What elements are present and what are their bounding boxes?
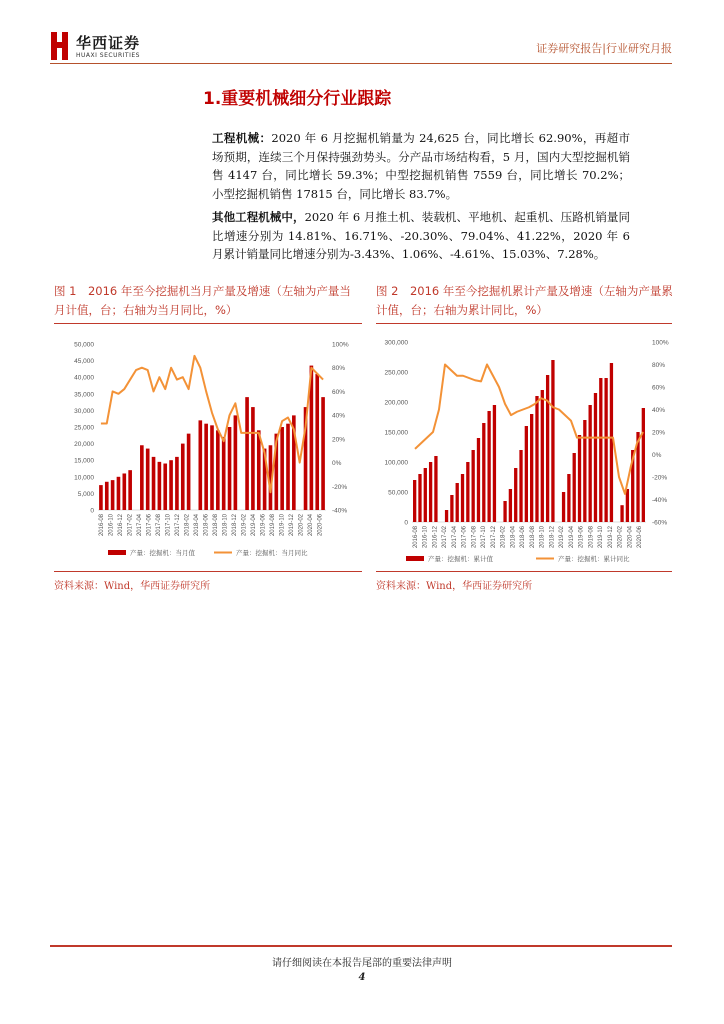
- bar: [487, 411, 490, 522]
- y-left-tick-label: 300,000: [384, 339, 408, 347]
- x-tick-label: 2020-06: [637, 526, 644, 549]
- chart-cumulative-excavator: [376, 328, 672, 568]
- figure-2-top-rule: [376, 323, 672, 324]
- bar: [535, 396, 538, 522]
- paragraph-body: 2020 年 6 月挖掘机销量为 24,625 台，同比增长 62.90%，再超市场预期，连续三个月保持强劲势头。分产品市场结构看，5 月，国内大型挖掘机销售 4147 台，同比增长 59.3%；中型挖掘机销售 7559 台，同比增长 70.2%；小型挖掘机销售 17815 台，同比增长 83.7%。: [212, 131, 631, 201]
- y-left-tick-label: 30,000: [74, 407, 94, 415]
- x-tick-label: 2016-12: [117, 514, 124, 537]
- x-tick-label: 2017-12: [490, 526, 497, 549]
- bar: [204, 424, 208, 510]
- bar: [222, 437, 226, 510]
- bar: [573, 453, 576, 522]
- paragraph-body: 2020 年 6 月推土机、装载机、平地机、起重机、压路机销量同比增速分别为 14.81%、16.71%、-20.30%、79.04%、41.22%，2020 年 6 月累计销量同比增速分别为-3.43%、1.06%、-4.61%、15.03%、7.28%。: [212, 210, 631, 261]
- y-left-tick-label: 25,000: [74, 424, 94, 432]
- x-tick-label: 2018-04: [510, 526, 517, 549]
- bar: [583, 420, 586, 522]
- figure-1-bottom-rule: [54, 571, 362, 572]
- y-left-tick-label: 45,000: [74, 358, 94, 366]
- y-left-tick-label: 250,000: [384, 369, 408, 377]
- bar: [626, 489, 629, 522]
- x-tick-label: 2019-08: [269, 514, 276, 537]
- bar: [199, 420, 203, 510]
- legend-line-label: 产量：挖掘机：当月同比: [236, 549, 308, 557]
- x-tick-label: 2017-06: [146, 514, 153, 537]
- y-left-tick-label: 200,000: [384, 399, 408, 407]
- bar: [642, 408, 645, 522]
- x-tick-label: 2016-10: [422, 526, 429, 549]
- y-left-tick-label: 40,000: [74, 374, 94, 382]
- y-right-tick-label: -40%: [332, 507, 348, 515]
- y-right-tick-label: 100%: [332, 341, 349, 349]
- bar: [466, 462, 469, 522]
- x-tick-label: 2020-06: [317, 514, 324, 537]
- bar: [610, 363, 613, 522]
- bar: [169, 460, 173, 510]
- y-left-tick-label: 15,000: [74, 457, 94, 465]
- y-left-tick-label: 5,000: [77, 490, 94, 498]
- figure-1-source: 资料来源：Wind，华西证券研究所: [54, 581, 211, 592]
- bar: [245, 397, 249, 510]
- y-right-tick-label: 40%: [332, 412, 346, 420]
- x-tick-label: 2017-02: [442, 526, 449, 549]
- bar: [280, 427, 284, 510]
- bar: [257, 430, 261, 510]
- x-tick-label: 2017-10: [481, 526, 488, 549]
- bar: [461, 474, 464, 522]
- bar: [163, 464, 167, 510]
- x-tick-label: 2018-06: [520, 526, 527, 549]
- x-tick-label: 2017-04: [136, 514, 143, 537]
- bar: [482, 423, 485, 522]
- bar: [530, 414, 533, 522]
- x-tick-label: 2018-06: [203, 514, 210, 537]
- bar: [146, 449, 150, 510]
- y-right-tick-label: -20%: [332, 483, 348, 491]
- x-tick-label: 2017-12: [174, 514, 181, 537]
- chart-2-svg: [376, 328, 672, 568]
- bar: [234, 415, 238, 510]
- x-tick-label: 2019-06: [578, 526, 585, 549]
- footer-divider: [50, 945, 672, 947]
- bar: [418, 474, 421, 522]
- y-right-tick-label: 40%: [652, 407, 666, 414]
- figure-1-title: 图 1 2016 年至今挖掘机当月产量及增速（左轴为产量当月计值，台；右轴为当月同比，%）: [54, 284, 351, 317]
- x-tick-label: 2019-02: [241, 514, 248, 537]
- y-right-tick-label: 60%: [332, 388, 346, 396]
- x-tick-label: 2019-04: [250, 514, 257, 537]
- x-tick-label: 2018-08: [529, 526, 536, 549]
- chart-1-svg: [54, 328, 362, 568]
- x-tick-label: 2016-08: [412, 526, 419, 549]
- x-tick-label: 2017-08: [471, 526, 478, 549]
- x-tick-label: 2017-02: [127, 514, 134, 537]
- x-tick-label: 2020-02: [617, 526, 624, 549]
- bar: [123, 473, 127, 510]
- bar: [99, 485, 103, 510]
- legend-bar-label: 产量：挖掘机：当月值: [130, 549, 195, 557]
- bar: [503, 501, 506, 522]
- x-tick-label: 2017-10: [165, 514, 172, 537]
- x-tick-label: 2017-04: [451, 526, 458, 549]
- bar: [424, 468, 427, 522]
- bar: [519, 450, 522, 522]
- bar: [315, 374, 319, 510]
- y-left-tick-label: 10,000: [74, 474, 94, 482]
- bar: [477, 438, 480, 522]
- bar: [228, 427, 232, 510]
- x-tick-label: 2019-12: [607, 526, 614, 549]
- bar: [594, 393, 597, 522]
- paragraph-lead: 其他工程机械中，: [212, 210, 305, 224]
- logo-chinese-name: 华西证券: [76, 34, 141, 52]
- bar: [286, 424, 290, 510]
- legend-bar-swatch: [108, 550, 126, 555]
- y-left-tick-label: 0: [404, 519, 408, 527]
- bar: [620, 505, 623, 522]
- bar: [456, 483, 459, 522]
- x-tick-label: 2020-04: [307, 514, 314, 537]
- bar: [181, 444, 185, 510]
- paragraph-lead: 工程机械：: [212, 131, 272, 145]
- bar: [321, 397, 325, 510]
- x-tick-label: 2018-02: [184, 514, 191, 537]
- bar: [413, 480, 416, 522]
- bar: [429, 462, 432, 522]
- x-tick-label: 2018-12: [231, 514, 238, 537]
- y-right-tick-label: 0%: [652, 452, 662, 459]
- bar: [599, 378, 602, 522]
- x-tick-label: 2018-10: [539, 526, 546, 549]
- brand-logo: [50, 30, 180, 70]
- bar: [158, 462, 162, 510]
- bar: [187, 434, 191, 510]
- bar: [111, 480, 115, 510]
- bar: [546, 375, 549, 522]
- y-left-tick-label: 0: [90, 507, 94, 515]
- y-left-tick-label: 50,000: [74, 341, 94, 349]
- legend-bar-label: 产量：挖掘机：累计值: [428, 555, 493, 563]
- y-left-tick-label: 150,000: [384, 429, 408, 437]
- chart-monthly-excavator: [54, 328, 362, 568]
- x-tick-label: 2018-08: [212, 514, 219, 537]
- x-tick-label: 2019-06: [260, 514, 267, 537]
- x-tick-label: 2018-12: [549, 526, 556, 549]
- x-tick-label: 2017-08: [155, 514, 162, 537]
- y-left-tick-label: 35,000: [74, 391, 94, 399]
- y-right-tick-label: 0%: [332, 460, 342, 468]
- bar: [493, 405, 496, 522]
- y-right-tick-label: 20%: [332, 436, 346, 444]
- y-left-tick-label: 100,000: [384, 459, 408, 467]
- bar: [251, 407, 255, 510]
- y-right-tick-label: 80%: [652, 362, 666, 369]
- header-divider: [50, 63, 672, 64]
- report-type: 证券研究报告|行业研究月报: [536, 42, 672, 55]
- bar: [551, 360, 554, 522]
- bar: [509, 489, 512, 522]
- x-tick-label: 2019-10: [279, 514, 286, 537]
- figure-1-top-rule: [54, 323, 362, 324]
- legend-bar-swatch: [406, 556, 424, 561]
- bar: [445, 510, 448, 522]
- y-left-tick-label: 20,000: [74, 441, 94, 449]
- figure-2-title: 图 2 2016 年至今挖掘机累计产量及增速（左轴为产量累计值，台；右轴为累计同比，%）: [376, 284, 673, 317]
- bar: [578, 435, 581, 522]
- paragraph-construction-machinery: [212, 129, 630, 203]
- bar: [567, 474, 570, 522]
- x-tick-label: 2016-10: [108, 514, 115, 537]
- x-tick-label: 2016-12: [432, 526, 439, 549]
- bar: [541, 390, 544, 522]
- x-tick-label: 2020-02: [298, 514, 305, 537]
- bar: [525, 426, 528, 522]
- x-tick-label: 2019-12: [288, 514, 295, 537]
- figure-2-bottom-rule: [376, 571, 672, 572]
- bar: [434, 456, 437, 522]
- bar: [514, 468, 517, 522]
- logo-english-name: HUAXI SECURITIES: [76, 52, 140, 59]
- x-tick-label: 2017-06: [461, 526, 468, 549]
- y-right-tick-label: 80%: [332, 365, 346, 373]
- x-tick-label: 2019-08: [588, 526, 595, 549]
- x-tick-label: 2019-02: [559, 526, 566, 549]
- bar: [216, 430, 220, 510]
- bar: [128, 470, 132, 510]
- y-right-tick-label: 100%: [652, 339, 669, 347]
- legend-line-label: 产量：挖掘机：累计同比: [558, 555, 630, 563]
- series-line: [415, 365, 643, 494]
- bar: [175, 457, 179, 510]
- x-tick-label: 2018-04: [193, 514, 200, 537]
- y-right-tick-label: 60%: [652, 384, 666, 392]
- bar: [117, 477, 121, 510]
- bar: [105, 482, 109, 510]
- x-tick-label: 2019-04: [568, 526, 575, 549]
- bar: [472, 450, 475, 522]
- page-number: 4: [358, 972, 366, 983]
- x-tick-label: 2018-10: [222, 514, 229, 537]
- y-right-tick-label: -60%: [652, 519, 668, 527]
- bar: [140, 445, 144, 510]
- y-right-tick-label: 20%: [652, 429, 666, 437]
- section-title: 1.重要机械细分行业跟踪: [203, 89, 392, 109]
- x-tick-label: 2018-02: [500, 526, 507, 549]
- x-tick-label: 2020-04: [627, 526, 634, 549]
- bar: [604, 378, 607, 522]
- footer-disclaimer: 请仔细阅读在本报告尾部的重要法律声明: [272, 958, 452, 969]
- y-right-tick-label: -40%: [652, 497, 668, 504]
- bar: [562, 492, 565, 522]
- bar: [152, 457, 156, 510]
- y-right-tick-label: -20%: [652, 474, 668, 482]
- y-left-tick-label: 50,000: [388, 489, 408, 497]
- figure-2-source: 资料来源：Wind，华西证券研究所: [376, 581, 533, 592]
- x-tick-label: 2019-10: [598, 526, 605, 549]
- huaxi-logo-icon: [50, 30, 70, 62]
- paragraph-other-machinery: [212, 208, 630, 264]
- bar: [450, 495, 453, 522]
- x-tick-label: 2016-08: [98, 514, 105, 537]
- bar: [589, 405, 592, 522]
- bar: [210, 425, 214, 510]
